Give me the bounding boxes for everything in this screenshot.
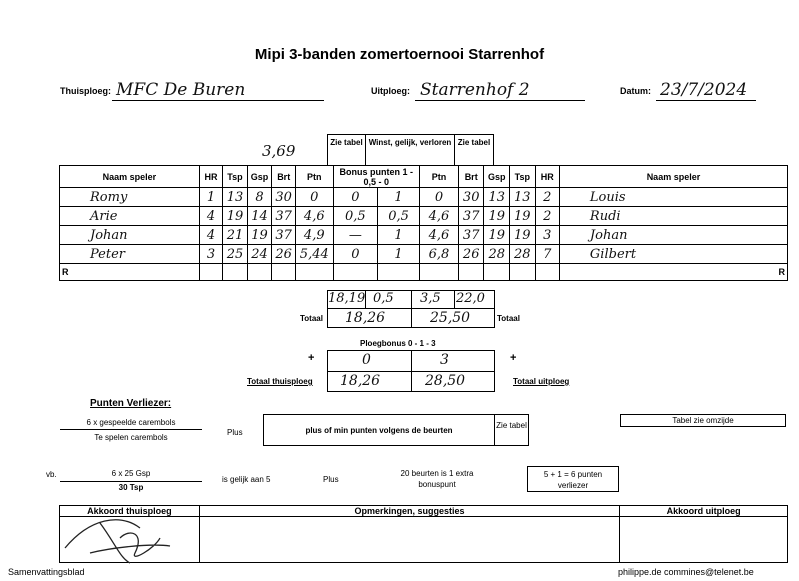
cell-hr2: 7 <box>535 245 559 264</box>
cell-gsp: 24 <box>247 245 272 264</box>
example-beurten: 20 beurten is 1 extra bonuspunt <box>400 469 474 489</box>
verliezer-title: Punten Verliezer: <box>90 398 172 409</box>
header-naam-home: Naam speler <box>60 166 200 188</box>
header-hr-away: HR <box>535 166 559 188</box>
r-label-right: R <box>559 264 787 281</box>
header-tsp-away: Tsp <box>510 166 536 188</box>
ploegbonus-home: 0 <box>362 352 371 368</box>
cell-b2: 1 <box>378 226 420 245</box>
cell-tsp: 19 <box>223 207 248 226</box>
footer-right: philippe.de commines@telenet.be <box>618 567 754 577</box>
totaal-label-right: Totaal <box>497 314 520 323</box>
cell-hr: 4 <box>199 207 222 226</box>
cell-b2: 1 <box>378 188 420 207</box>
winst-box: Winst, gelijk, verloren <box>365 134 455 166</box>
cell-hr: 3 <box>199 245 222 264</box>
score-table <box>59 165 788 281</box>
away-team-value: Starrenhof 2 <box>420 80 530 100</box>
akkoord-uit-header: Akkoord uitploeg <box>620 506 788 517</box>
score-note: 3,69 <box>262 142 296 160</box>
cell-hr2: 3 <box>535 226 559 245</box>
header-gsp-away: Gsp <box>484 166 510 188</box>
cell-gsp: 19 <box>247 226 272 245</box>
example-numerator: 6 x 25 Gsp <box>111 469 151 478</box>
cell-ptn: 5,44 <box>296 245 334 264</box>
cell-ptn2: 4,6 <box>419 226 458 245</box>
page-title: Mipi 3-banden zomertoernooi Starrenhof <box>254 46 545 63</box>
footer-left: Samenvattingsblad <box>8 567 85 577</box>
cell-tsp2: 28 <box>510 245 536 264</box>
cell-away: Johan <box>559 226 787 245</box>
header-brt: Brt <box>272 166 296 188</box>
cell-brt: 30 <box>272 188 296 207</box>
zie-tabel-verliezer: Zie tabel <box>494 414 529 446</box>
opmerkingen-cell <box>199 517 619 563</box>
cell-ptn: 4,6 <box>296 207 334 226</box>
example-denominator: 30 Tsp <box>118 483 144 492</box>
totaal-uitploeg-label: Totaal uitploeg <box>513 377 570 386</box>
beurten-box: plus of min punten volgens de beurten <box>263 414 495 446</box>
cell-home: Arie <box>60 207 200 226</box>
zie-tabel-left-box: Zie tabel <box>327 134 366 166</box>
table-row <box>60 245 788 264</box>
example-vb: vb. <box>46 470 57 479</box>
table-row <box>60 226 788 245</box>
totaal-thuisploeg-label: Totaal thuisploeg <box>247 377 313 386</box>
header-ptn: Ptn <box>296 166 334 188</box>
total-away: 25,50 <box>430 310 471 326</box>
cell-home: Peter <box>60 245 200 264</box>
away-team-label: Uitploeg: <box>371 86 410 96</box>
cell-tsp: 13 <box>223 188 248 207</box>
ploegbonus-label: Ploegbonus 0 - 1 - 3 <box>360 339 436 348</box>
date-label: Datum: <box>620 86 651 96</box>
cell-tsp2: 13 <box>510 188 536 207</box>
cell-home: Johan <box>60 226 200 245</box>
cell-ptn2: 6,8 <box>419 245 458 264</box>
cell-ptn: 0 <box>296 188 334 207</box>
cell-away: Louis <box>559 188 787 207</box>
cell-tsp2: 19 <box>510 207 536 226</box>
cell-gsp2: 28 <box>484 245 510 264</box>
zie-tabel-right-box: Zie tabel <box>454 134 494 166</box>
cell-b2: 1 <box>378 245 420 264</box>
cell-brt2: 37 <box>458 226 484 245</box>
header-brt-away: Brt <box>458 166 484 188</box>
date-value: 23/7/2024 <box>660 80 748 100</box>
verliezer-plus: Plus <box>227 428 243 437</box>
cell-brt2: 37 <box>458 207 484 226</box>
cell-b1: 0 <box>333 188 378 207</box>
home-team-value: MFC De Buren <box>116 80 246 100</box>
cell-ptn2: 4,6 <box>419 207 458 226</box>
cell-b1: 0,5 <box>333 207 378 226</box>
akkoord-uit-cell <box>620 517 788 563</box>
akkoord-thuis-header: Akkoord thuisploeg <box>60 506 200 517</box>
cell-brt: 26 <box>272 245 296 264</box>
cell-ptn: 4,9 <box>296 226 334 245</box>
r-label-left: R <box>60 264 200 281</box>
example-plus: Plus <box>323 475 339 484</box>
cell-hr: 4 <box>199 226 222 245</box>
cell-gsp: 8 <box>247 188 272 207</box>
example-equals: is gelijk aan 5 <box>222 475 271 484</box>
header-ptn-away: Ptn <box>419 166 458 188</box>
subtotal-home-ptn: 18,19 <box>328 291 366 306</box>
cell-brt2: 30 <box>458 188 484 207</box>
grand-total-away: 28,50 <box>425 373 466 389</box>
cell-home: Romy <box>60 188 200 207</box>
verliezer-denominator: Te spelen carembols <box>94 433 168 442</box>
cell-ptn2: 0 <box>419 188 458 207</box>
totaal-label-left: Totaal <box>300 314 323 323</box>
header-naam-away: Naam speler <box>559 166 787 188</box>
cell-b1: — <box>333 226 378 245</box>
plus-right: + <box>510 352 517 364</box>
cell-b1: 0 <box>333 245 378 264</box>
header-hr: HR <box>199 166 222 188</box>
header-tsp: Tsp <box>223 166 248 188</box>
cell-gsp2: 19 <box>484 207 510 226</box>
cell-brt: 37 <box>272 226 296 245</box>
cell-tsp: 25 <box>223 245 248 264</box>
header-bonus: Bonus punten 1 - 0,5 - 0 <box>333 166 419 188</box>
cell-gsp2: 13 <box>484 188 510 207</box>
cell-hr2: 2 <box>535 207 559 226</box>
table-row <box>60 207 788 226</box>
cell-tsp2: 19 <box>510 226 536 245</box>
cell-gsp: 14 <box>247 207 272 226</box>
cell-b2: 0,5 <box>378 207 420 226</box>
cell-brt2: 26 <box>458 245 484 264</box>
home-team-label: Thuisploeg: <box>60 86 111 96</box>
table-row <box>60 188 788 207</box>
cell-brt: 37 <box>272 207 296 226</box>
table-header-row <box>60 166 788 188</box>
subtotal-away-ptn: 22,0 <box>456 291 485 306</box>
subtotal-home-bonus: 0,5 <box>373 291 394 306</box>
ploegbonus-away: 3 <box>440 352 449 368</box>
total-home: 18,26 <box>345 310 386 326</box>
signature-image <box>60 508 180 568</box>
table-row-r <box>60 264 788 281</box>
example-result-box: 5 + 1 = 6 punten verliezer <box>527 466 619 492</box>
plus-left: + <box>308 352 315 364</box>
verliezer-numerator: 6 x gespeelde carembols <box>86 418 176 427</box>
cell-away: Gilbert <box>559 245 787 264</box>
header-gsp: Gsp <box>247 166 272 188</box>
cell-hr: 1 <box>199 188 222 207</box>
tabel-omzijde-box: Tabel zie omzijde <box>620 414 786 427</box>
cell-hr2: 2 <box>535 188 559 207</box>
cell-tsp: 21 <box>223 226 248 245</box>
cell-gsp2: 19 <box>484 226 510 245</box>
subtotal-away-bonus: 3,5 <box>420 291 441 306</box>
opmerkingen-header: Opmerkingen, suggesties <box>199 506 619 517</box>
cell-away: Rudi <box>559 207 787 226</box>
grand-total-home: 18,26 <box>340 373 381 389</box>
